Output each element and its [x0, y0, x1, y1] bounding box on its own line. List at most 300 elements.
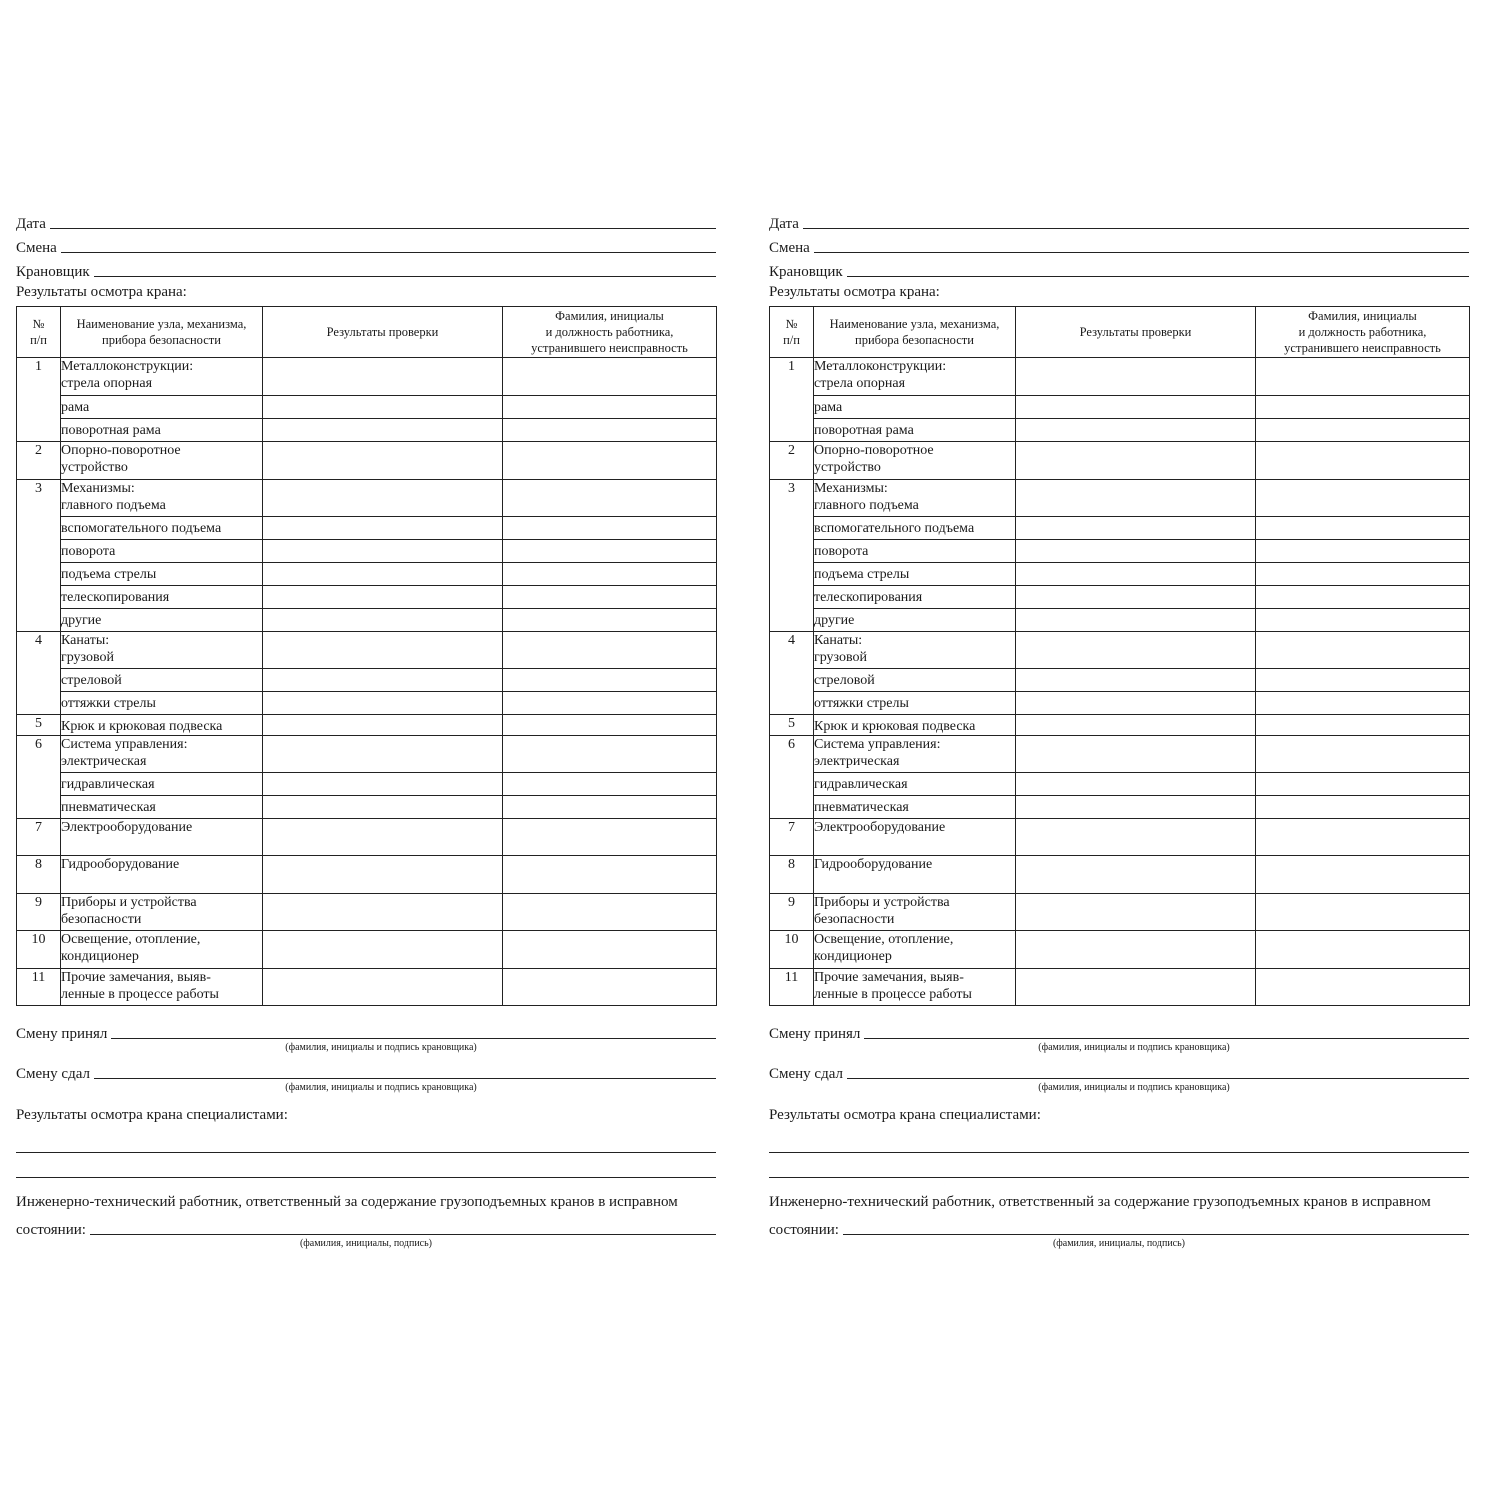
- result-cell[interactable]: [1016, 563, 1256, 586]
- row-item-name: [61, 396, 263, 419]
- table-row: [770, 692, 1470, 715]
- table-row: [17, 540, 717, 563]
- row-number: 11: [17, 969, 61, 1006]
- result-cell[interactable]: [1016, 586, 1256, 609]
- shift-accepted-block: [16, 1020, 716, 1056]
- worker-cell[interactable]: [503, 669, 717, 692]
- row-item-name: [61, 969, 263, 1006]
- shift-accepted-block: [769, 1020, 1469, 1056]
- shift-accepted-hint: (фамилия, инициалы и подпись крановщика): [285, 1042, 477, 1053]
- worker-cell[interactable]: [503, 632, 717, 669]
- table-header-row: [770, 307, 1470, 358]
- result-cell[interactable]: [263, 358, 503, 396]
- table-row: [17, 396, 717, 419]
- row-item-name: [61, 669, 263, 692]
- row-item-name: [814, 736, 1016, 773]
- shift-field[interactable]: [16, 232, 716, 256]
- row-item-name: [814, 563, 1016, 586]
- result-cell[interactable]: [1016, 632, 1256, 669]
- table-row: [17, 669, 717, 692]
- inspection-table: [16, 306, 717, 1006]
- table-row: [17, 442, 717, 480]
- col-header-name: Наименование узла, механизма, прибора безопасности: [814, 307, 1016, 358]
- row-number: 3: [17, 480, 61, 517]
- table-row: [770, 669, 1470, 692]
- worker-cell[interactable]: [1256, 692, 1470, 715]
- result-cell[interactable]: [1016, 856, 1256, 894]
- table-row: [17, 736, 717, 773]
- row-item-line: рама: [61, 400, 90, 415]
- row-number: [770, 540, 814, 563]
- date-input-line[interactable]: [803, 218, 1469, 229]
- shift-handed-block: [16, 1060, 716, 1096]
- table-row: [17, 480, 717, 517]
- row-item-line: грузовой: [61, 650, 115, 665]
- row-item-name: [61, 442, 263, 480]
- result-cell[interactable]: [1016, 692, 1256, 715]
- row-item-name: [61, 480, 263, 517]
- specialists-heading: Результаты осмотра крана специалистами:: [16, 1107, 288, 1123]
- row-item-name: [61, 715, 263, 736]
- row-item-line: подъема стрелы: [814, 567, 910, 582]
- row-number: [17, 692, 61, 715]
- date-label: Дата: [769, 216, 799, 232]
- specialists-line-1[interactable]: [16, 1128, 716, 1153]
- shift-handed-label: Смену сдал: [16, 1066, 90, 1082]
- row-number: 5: [17, 715, 61, 736]
- worker-cell[interactable]: [503, 773, 717, 796]
- result-cell[interactable]: [263, 773, 503, 796]
- worker-cell[interactable]: [503, 692, 717, 715]
- result-cell[interactable]: [1016, 480, 1256, 517]
- row-item-line: Опорно-поворотное: [814, 443, 934, 458]
- result-cell[interactable]: [263, 669, 503, 692]
- row-item-name: [814, 517, 1016, 540]
- row-number: [17, 396, 61, 419]
- worker-cell[interactable]: [503, 796, 717, 819]
- table-row: [17, 419, 717, 442]
- worker-cell[interactable]: [1256, 632, 1470, 669]
- worker-cell[interactable]: [503, 819, 717, 856]
- worker-cell[interactable]: [503, 894, 717, 931]
- engineer-line[interactable]: [90, 1224, 716, 1235]
- table-row: [770, 540, 1470, 563]
- shift-handed-hint: (фамилия, инициалы и подпись крановщика): [285, 1082, 477, 1093]
- row-item-name: [61, 736, 263, 773]
- worker-cell[interactable]: [1256, 969, 1470, 1006]
- table-row: [17, 931, 717, 969]
- result-cell[interactable]: [263, 442, 503, 480]
- shift-accepted-field[interactable]: [769, 1020, 1469, 1042]
- row-number: 8: [770, 856, 814, 894]
- operator-label: Крановщик: [16, 264, 90, 280]
- date-input-line[interactable]: [50, 218, 716, 229]
- result-cell[interactable]: [263, 517, 503, 540]
- worker-cell[interactable]: [1256, 609, 1470, 632]
- row-item-name: [814, 419, 1016, 442]
- row-number: [17, 563, 61, 586]
- shift-accepted-label: Смену принял: [16, 1026, 108, 1042]
- row-number: [770, 419, 814, 442]
- row-item-line: ленные в процессе работы: [61, 987, 219, 1002]
- shift-handed-field[interactable]: [769, 1060, 1469, 1082]
- worker-cell[interactable]: [1256, 396, 1470, 419]
- row-item-name: [61, 586, 263, 609]
- shift-handed-field[interactable]: [16, 1060, 716, 1082]
- row-number: 2: [17, 442, 61, 480]
- table-row: [770, 563, 1470, 586]
- engineer-field[interactable]: [769, 1212, 1469, 1238]
- row-number: 3: [770, 480, 814, 517]
- worker-cell[interactable]: [1256, 358, 1470, 396]
- engineer-text: Инженерно-технический работник, ответственный за содержание грузоподъемных кранов в исправном: [16, 1194, 678, 1210]
- table-row: [17, 609, 717, 632]
- row-item-line: устройство: [61, 460, 128, 475]
- result-cell[interactable]: [1016, 931, 1256, 969]
- table-row: [17, 969, 717, 1006]
- shift-handed-hint: (фамилия, инициалы и подпись крановщика): [1038, 1082, 1230, 1093]
- shift-handed-line[interactable]: [94, 1068, 716, 1079]
- table-header-row: [17, 307, 717, 358]
- row-number: 8: [17, 856, 61, 894]
- row-number: [770, 586, 814, 609]
- row-item-line: кондиционер: [61, 949, 139, 964]
- row-item-line: электрическая: [61, 754, 147, 769]
- worker-cell[interactable]: [503, 931, 717, 969]
- row-item-line: стреловой: [61, 673, 122, 688]
- result-cell[interactable]: [263, 819, 503, 856]
- row-item-name: [814, 358, 1016, 396]
- result-cell[interactable]: [263, 931, 503, 969]
- row-item-line: стреловой: [814, 673, 875, 688]
- result-cell[interactable]: [263, 563, 503, 586]
- result-cell[interactable]: [263, 609, 503, 632]
- table-row: [770, 609, 1470, 632]
- row-item-name: [61, 358, 263, 396]
- row-item-name: [814, 969, 1016, 1006]
- row-number: 7: [17, 819, 61, 856]
- operator-input-line[interactable]: [847, 266, 1469, 277]
- row-item-name: [814, 586, 1016, 609]
- result-cell[interactable]: [263, 586, 503, 609]
- operator-label: Крановщик: [769, 264, 843, 280]
- row-item-line: стрела опорная: [61, 376, 153, 391]
- row-item-name: [814, 819, 1016, 856]
- engineer-line[interactable]: [843, 1224, 1469, 1235]
- form-page-left: [16, 208, 716, 1252]
- row-item-line: Электрооборудование: [61, 820, 193, 835]
- worker-cell[interactable]: [503, 517, 717, 540]
- shift-handed-line[interactable]: [847, 1068, 1469, 1079]
- row-number: 6: [17, 736, 61, 773]
- result-cell[interactable]: [1016, 796, 1256, 819]
- shift-accepted-field[interactable]: [16, 1020, 716, 1042]
- inspection-table: [769, 306, 1470, 1006]
- shift-accepted-line[interactable]: [864, 1028, 1469, 1039]
- shift-handed-block: [769, 1060, 1469, 1096]
- row-item-line: телескопирования: [814, 590, 923, 605]
- col-header-results: Результаты проверки: [1016, 307, 1256, 358]
- result-cell[interactable]: [263, 396, 503, 419]
- row-number: 10: [17, 931, 61, 969]
- row-item-line: пневматическая: [814, 800, 909, 815]
- shift-handed-label: Смену сдал: [769, 1066, 843, 1082]
- shift-input-line[interactable]: [814, 242, 1469, 253]
- shift-label: Смена: [16, 240, 57, 256]
- worker-cell[interactable]: [1256, 480, 1470, 517]
- row-item-line: Механизмы:: [814, 481, 888, 496]
- worker-cell[interactable]: [503, 715, 717, 736]
- row-item-name: [814, 540, 1016, 563]
- row-item-line: пневматическая: [61, 800, 156, 815]
- row-item-line: Приборы и устройства: [814, 895, 950, 910]
- row-item-line: гидравлическая: [61, 777, 155, 792]
- row-number: [17, 796, 61, 819]
- result-cell[interactable]: [1016, 419, 1256, 442]
- row-item-line: главного подъема: [814, 498, 919, 513]
- worker-cell[interactable]: [503, 609, 717, 632]
- result-cell[interactable]: [263, 969, 503, 1006]
- shift-input-line[interactable]: [61, 242, 716, 253]
- row-item-line: грузовой: [814, 650, 868, 665]
- col-header-num: № п/п: [17, 307, 61, 358]
- row-item-line: телескопирования: [61, 590, 170, 605]
- row-item-line: Канаты:: [814, 633, 863, 648]
- worker-cell[interactable]: [1256, 773, 1470, 796]
- worker-cell[interactable]: [1256, 931, 1470, 969]
- row-number: 4: [17, 632, 61, 669]
- worker-cell[interactable]: [1256, 819, 1470, 856]
- row-item-name: [61, 819, 263, 856]
- row-item-line: рама: [814, 400, 843, 415]
- worker-cell[interactable]: [503, 586, 717, 609]
- worker-cell[interactable]: [1256, 856, 1470, 894]
- worker-cell[interactable]: [503, 736, 717, 773]
- row-item-line: Система управления:: [61, 737, 188, 752]
- row-item-name: [814, 609, 1016, 632]
- table-row: [770, 517, 1470, 540]
- result-cell[interactable]: [263, 692, 503, 715]
- result-cell[interactable]: [263, 856, 503, 894]
- row-item-name: [814, 480, 1016, 517]
- table-row: [770, 442, 1470, 480]
- row-number: 7: [770, 819, 814, 856]
- row-number: [770, 563, 814, 586]
- col-header-results: Результаты проверки: [263, 307, 503, 358]
- table-row: [770, 586, 1470, 609]
- row-number: 6: [770, 736, 814, 773]
- date-field[interactable]: [16, 208, 716, 232]
- col-header-num: № п/п: [770, 307, 814, 358]
- result-cell[interactable]: [263, 715, 503, 736]
- shift-label: Смена: [769, 240, 810, 256]
- worker-cell[interactable]: [1256, 669, 1470, 692]
- table-row: [17, 773, 717, 796]
- form-page-right: [769, 208, 1469, 1252]
- row-item-line: Гидрооборудование: [61, 857, 180, 872]
- result-cell[interactable]: [1016, 358, 1256, 396]
- table-row: [17, 819, 717, 856]
- row-number: [17, 540, 61, 563]
- table-row: [770, 819, 1470, 856]
- shift-accepted-hint: (фамилия, инициалы и подпись крановщика): [1038, 1042, 1230, 1053]
- result-cell[interactable]: [1016, 609, 1256, 632]
- result-cell[interactable]: [1016, 669, 1256, 692]
- row-item-line: вспомогательного подъема: [61, 521, 222, 536]
- result-cell[interactable]: [1016, 396, 1256, 419]
- engineer-label: состоянии:: [16, 1222, 86, 1238]
- result-cell[interactable]: [263, 419, 503, 442]
- table-row: [770, 894, 1470, 931]
- date-label: Дата: [16, 216, 46, 232]
- specialists-line-2[interactable]: [16, 1153, 716, 1178]
- result-cell[interactable]: [1016, 442, 1256, 480]
- result-cell[interactable]: [1016, 517, 1256, 540]
- col-header-name: Наименование узла, механизма, прибора безопасности: [61, 307, 263, 358]
- row-number: [770, 773, 814, 796]
- row-item-line: Металлоконструкции:: [814, 359, 947, 374]
- row-item-name: [61, 632, 263, 669]
- table-row: [17, 358, 717, 396]
- row-item-line: другие: [61, 613, 102, 628]
- result-cell[interactable]: [263, 894, 503, 931]
- worker-cell[interactable]: [503, 480, 717, 517]
- row-item-name: [61, 856, 263, 894]
- table-row: [770, 632, 1470, 669]
- result-cell[interactable]: [1016, 819, 1256, 856]
- table-row: [770, 796, 1470, 819]
- result-cell[interactable]: [1016, 969, 1256, 1006]
- row-number: [17, 669, 61, 692]
- result-cell[interactable]: [263, 632, 503, 669]
- worker-cell[interactable]: [503, 540, 717, 563]
- worker-cell[interactable]: [503, 969, 717, 1006]
- operator-field[interactable]: [769, 256, 1469, 280]
- worker-cell[interactable]: [503, 563, 717, 586]
- worker-cell[interactable]: [1256, 563, 1470, 586]
- table-row: [770, 480, 1470, 517]
- table-row: [770, 856, 1470, 894]
- table-row: [17, 856, 717, 894]
- worker-cell[interactable]: [1256, 517, 1470, 540]
- row-number: 1: [770, 358, 814, 396]
- row-number: [17, 609, 61, 632]
- result-cell[interactable]: [263, 480, 503, 517]
- row-item-line: Прочие замечания, выяв-: [814, 970, 964, 985]
- table-row: [17, 563, 717, 586]
- table-row: [770, 773, 1470, 796]
- row-item-line: электрическая: [814, 754, 900, 769]
- date-field[interactable]: [769, 208, 1469, 232]
- row-item-line: поворота: [61, 544, 116, 559]
- row-number: 10: [770, 931, 814, 969]
- result-cell[interactable]: [263, 796, 503, 819]
- worker-cell[interactable]: [1256, 442, 1470, 480]
- worker-cell[interactable]: [503, 419, 717, 442]
- shift-field[interactable]: [769, 232, 1469, 256]
- table-row: [17, 632, 717, 669]
- row-item-name: [61, 796, 263, 819]
- shift-accepted-label: Смену принял: [769, 1026, 861, 1042]
- worker-cell[interactable]: [503, 358, 717, 396]
- worker-cell[interactable]: [503, 856, 717, 894]
- row-number: 11: [770, 969, 814, 1006]
- worker-cell[interactable]: [1256, 540, 1470, 563]
- worker-cell[interactable]: [1256, 715, 1470, 736]
- worker-cell[interactable]: [503, 396, 717, 419]
- row-item-name: [61, 773, 263, 796]
- worker-cell[interactable]: [1256, 586, 1470, 609]
- row-item-line: главного подъема: [61, 498, 166, 513]
- row-item-line: Металлоконструкции:: [61, 359, 194, 374]
- row-item-name: [814, 669, 1016, 692]
- result-cell[interactable]: [1016, 773, 1256, 796]
- row-item-line: стрела опорная: [814, 376, 906, 391]
- row-number: 5: [770, 715, 814, 736]
- worker-cell[interactable]: [1256, 894, 1470, 931]
- specialists-line-2[interactable]: [769, 1153, 1469, 1178]
- row-item-line: поворота: [814, 544, 869, 559]
- row-item-line: Приборы и устройства: [61, 895, 197, 910]
- row-item-line: оттяжки стрелы: [814, 696, 909, 711]
- row-number: [17, 773, 61, 796]
- result-cell[interactable]: [1016, 715, 1256, 736]
- table-row: [17, 715, 717, 736]
- worker-cell[interactable]: [1256, 419, 1470, 442]
- result-cell[interactable]: [1016, 894, 1256, 931]
- worker-cell[interactable]: [1256, 796, 1470, 819]
- operator-input-line[interactable]: [94, 266, 716, 277]
- table-row: [17, 517, 717, 540]
- row-item-line: Освещение, отопление,: [814, 932, 954, 947]
- row-item-line: Крюк и крюковая подвеска: [814, 719, 976, 734]
- operator-field[interactable]: [16, 256, 716, 280]
- result-cell[interactable]: [263, 736, 503, 773]
- table-row: [770, 715, 1470, 736]
- row-number: 4: [770, 632, 814, 669]
- row-item-line: Прочие замечания, выяв-: [61, 970, 211, 985]
- row-item-line: устройство: [814, 460, 881, 475]
- row-item-line: Механизмы:: [61, 481, 135, 496]
- row-item-name: [814, 773, 1016, 796]
- row-number: 9: [770, 894, 814, 931]
- row-item-line: Освещение, отопление,: [61, 932, 201, 947]
- table-row: [770, 736, 1470, 773]
- row-number: [17, 586, 61, 609]
- results-heading: Результаты осмотра крана:: [769, 284, 940, 300]
- result-cell[interactable]: [1016, 736, 1256, 773]
- row-item-name: [61, 609, 263, 632]
- engineer-field[interactable]: [16, 1212, 716, 1238]
- row-item-line: гидравлическая: [814, 777, 908, 792]
- row-item-line: подъема стрелы: [61, 567, 157, 582]
- row-item-name: [814, 796, 1016, 819]
- worker-cell[interactable]: [503, 442, 717, 480]
- worker-cell[interactable]: [1256, 736, 1470, 773]
- row-item-name: [61, 419, 263, 442]
- table-row: [770, 419, 1470, 442]
- row-number: [770, 609, 814, 632]
- result-cell[interactable]: [263, 540, 503, 563]
- result-cell[interactable]: [1016, 540, 1256, 563]
- table-row: [770, 396, 1470, 419]
- shift-accepted-line[interactable]: [111, 1028, 716, 1039]
- specialists-line-1[interactable]: [769, 1128, 1469, 1153]
- row-number: 1: [17, 358, 61, 396]
- row-item-name: [61, 931, 263, 969]
- row-number: [17, 517, 61, 540]
- table-row: [770, 358, 1470, 396]
